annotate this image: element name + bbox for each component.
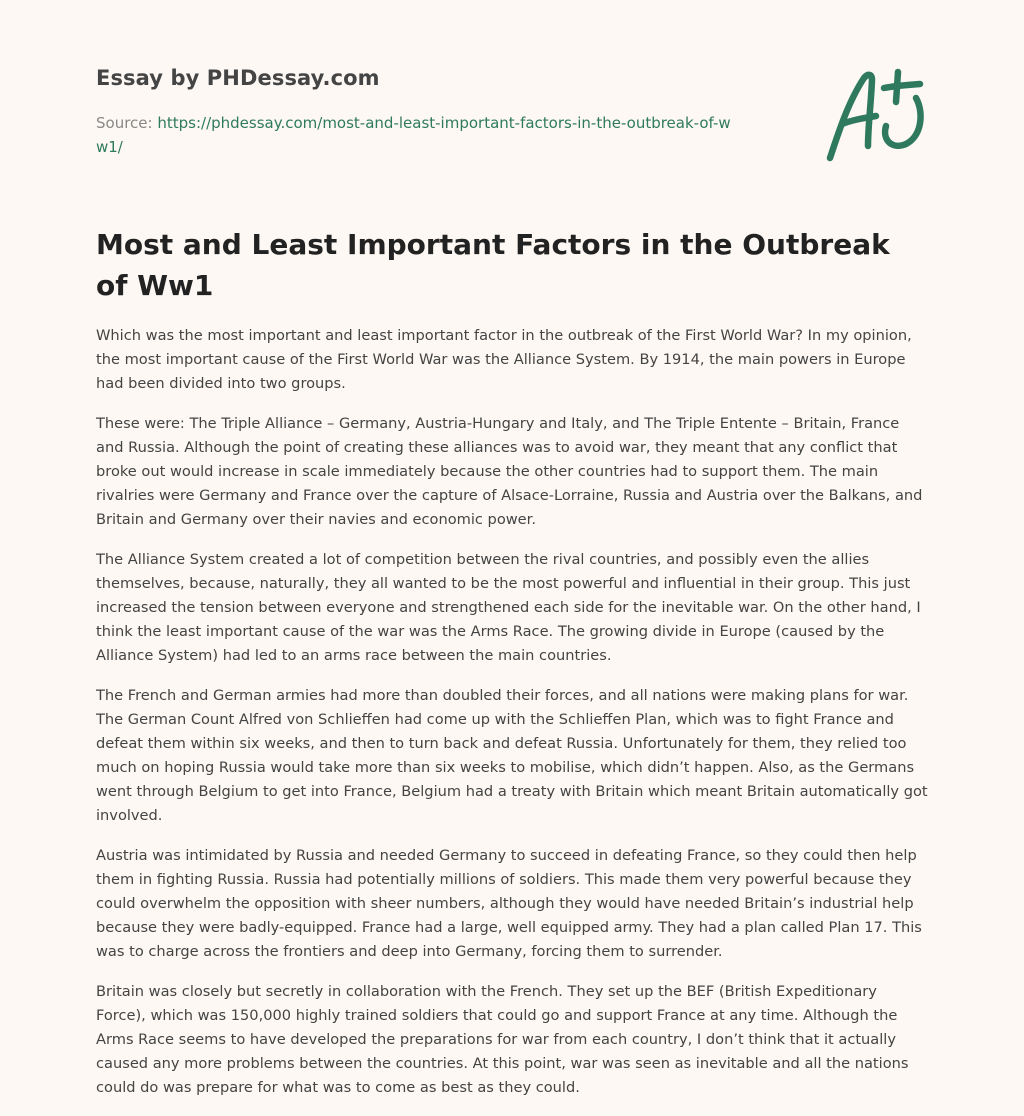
essay-paragraph: Austria was intimidated by Russia and needed Germany to succeed in defeating France, so they could then help them in fighting Russia. Russia had potentially millions of soldiers. This made them very powerful because they could overwhelm the opposition with sheer numbers, although they would have needed Britain’s industrial help because they were badly-equipped. France had a large, well equipped army. They had a plan called Plan 17. This was to charge across the frontiers and deep into Germany, forcing them to surrender.	[96, 847, 922, 960]
essay-body	[96, 324, 928, 1116]
essay-paragraph: Which was the most important and least important factor in the outbreak of the First World War? In my opinion, the most important cause of the First World War was the Alliance System. By 1914, the main powers in Europe had been divided into two groups.	[96, 327, 912, 392]
source-line	[96, 111, 736, 159]
source-label: Source:	[96, 114, 153, 132]
essay-title: Most and Least Important Factors in the Outbreak of Ww1	[96, 228, 890, 302]
essay-paragraph: Britain was closely but secretly in collaboration with the French. They set up the BEF (British Expeditionary Force), which was 150,000 highly trained soldiers that could go and support France at any time. Although the Arms Race seems to have developed the preparations for war from each country, I don’t think that it actually caused any more problems between the countries. At this point, war was seen as inevitable and all the nations could do was prepare for what was to come as best as they could.	[96, 983, 909, 1096]
essay-paragraph: The Alliance System created a lot of competition between the rival countries, and possibly even the allies themselves, because, naturally, they all wanted to be the most powerful and influential in their group. This just increased the tension between everyone and strengthened each side for the inevitable war. On the other hand, I think the least important cause of the war was the Arms Race. The growing divide in Europe (caused by the Alliance System) had led to an arms race between the main countries.	[96, 551, 921, 664]
essay-paragraph: These were: The Triple Alliance – Germany, Austria-Hungary and Italy, and The Triple Entente – Britain, France and Russia. Although the point of creating these alliances was to avoid war, they meant that any conflict that broke out would increase in scale immediately because the other countries had to support them. The main rivalries were Germany and France over the capture of Alsace-Lorraine, Russia and Austria over the Balkans, and Britain and Germany over their navies and economic power.	[96, 415, 923, 528]
source-link[interactable]: https://phdessay.com/most-and-least-important-factors-in-the-outbreak-of-ww1/	[96, 114, 731, 156]
site-brand: Essay by PHDessay.com	[96, 66, 380, 90]
a-plus-logo-icon	[824, 64, 932, 164]
essay-paragraph: The French and German armies had more than doubled their forces, and all nations were making plans for war. The German Count Alfred von Schlieffen had come up with the Schlieffen Plan, which was to fight France and defeat them within six weeks, and then to turn back and defeat Russia. Unfortunately for them, they relied too much on hoping Russia would take more than six weeks to mobilise, which didn’t happen. Also, as the Germans went through Belgium to get into France, Belgium had a treaty with Britain which meant Britain automatically got involved.	[96, 687, 928, 824]
